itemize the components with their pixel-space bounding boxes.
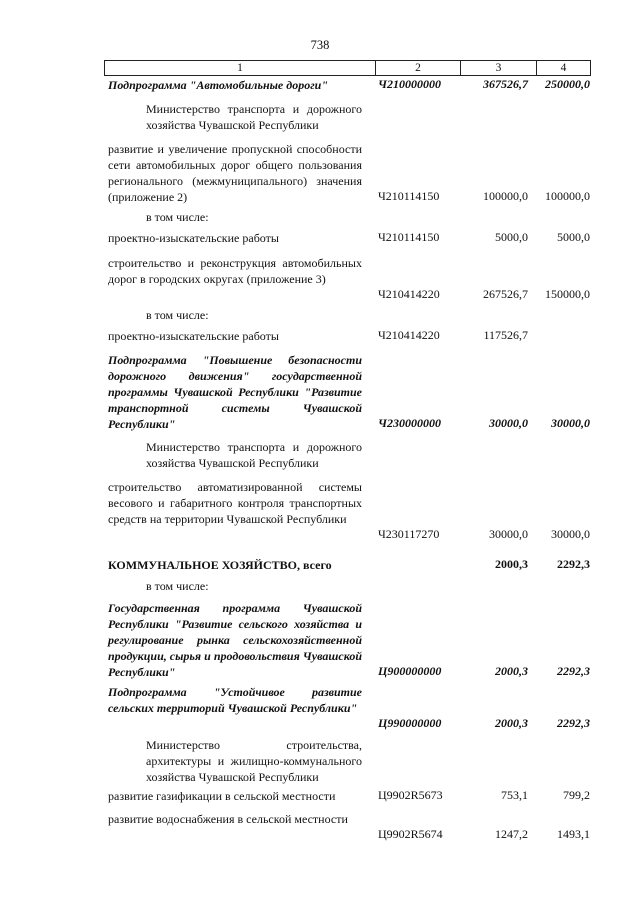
row-code: Ч210114150 xyxy=(378,230,440,244)
row-value-3: 2000,3 xyxy=(495,664,528,678)
row-name: развитие и увеличение пропускной способности сети автомобильных дорог общего пользования регионального (межмуниципального) значения (приложение 2) xyxy=(108,142,362,204)
row-value-4: 100000,0 xyxy=(545,189,590,203)
row-value-3: 267526,7 xyxy=(483,287,528,301)
column-header-2: 2 xyxy=(375,61,460,75)
row-value-4: 2292,3 xyxy=(557,664,590,678)
row-name: развитие газификации в сельской местности xyxy=(108,789,336,803)
row-name: в том числе: xyxy=(146,308,209,322)
row-code: Ц9902R5674 xyxy=(378,827,443,841)
row-name: Подпрограмма "Автомобильные дороги" xyxy=(108,78,328,92)
row-name: развитие водоснабжения в сельской местности xyxy=(108,812,348,826)
row-name: в том числе: xyxy=(146,210,209,224)
row-value-3: 753,1 xyxy=(501,788,528,802)
row-code: Ц900000000 xyxy=(378,664,442,678)
row-value-3: 30000,0 xyxy=(489,527,528,541)
row-value-3: 5000,0 xyxy=(495,230,528,244)
row-name: Государственная программа Чувашской Республики "Развитие сельского хозяйства и регулирование рынка сельскохозяйственной продукции, сырья и продовольствия Чувашской Республики" xyxy=(108,601,362,679)
row-name: Подпрограмма "Повышение безопасности дорожного движения" государственной программы Чувашской Республики "Развитие транспортной системы Чувашской Республики" xyxy=(108,353,362,431)
row-value-4: 799,2 xyxy=(563,788,590,802)
row-code: Ц9902R5673 xyxy=(378,788,443,802)
column-header-4: 4 xyxy=(536,61,590,75)
page-number: 738 xyxy=(310,38,330,52)
row-name: Министерство транспорта и дорожного хозяйства Чувашской Республики xyxy=(146,102,362,132)
row-value-4: 250000,0 xyxy=(545,77,590,91)
row-value-3: 30000,0 xyxy=(489,416,528,430)
row-value-3: 117526,7 xyxy=(483,328,528,342)
row-code: Ц990000000 xyxy=(378,716,442,730)
row-name: строительство и реконструкция автомобильных дорог в городских округах (приложение 3) xyxy=(108,256,362,286)
row-value-4: 1493,1 xyxy=(557,827,590,841)
row-value-3: 100000,0 xyxy=(483,189,528,203)
row-value-3: 1247,2 xyxy=(495,827,528,841)
row-name: проектно-изыскательские работы xyxy=(108,231,279,245)
row-name: Министерство строительства, архитектуры и жилищно-коммунального хозяйства Чувашской Республики xyxy=(146,738,362,784)
row-value-4: 150000,0 xyxy=(545,287,590,301)
row-name: проектно-изыскательские работы xyxy=(108,329,279,343)
row-code: Ч210000000 xyxy=(378,77,441,91)
row-value-4: 5000,0 xyxy=(557,230,590,244)
row-value-4: 30000,0 xyxy=(551,416,590,430)
row-value-3: 2000,3 xyxy=(495,716,528,730)
row-name: Подпрограмма "Устойчивое развитие сельских территорий Чувашской Республики" xyxy=(108,685,362,715)
row-code: Ч230117270 xyxy=(378,527,440,541)
row-code: Ч210414220 xyxy=(378,287,440,301)
row-value-4: 30000,0 xyxy=(551,527,590,541)
row-name: Министерство транспорта и дорожного хозяйства Чувашской Республики xyxy=(146,440,362,470)
row-value-3: 367526,7 xyxy=(483,77,528,91)
column-header-row xyxy=(104,60,591,76)
row-name: строительство автоматизированной системы весового и габаритного контроля транспортных средств на территории Чувашской Республики xyxy=(108,480,362,526)
column-header-3: 3 xyxy=(460,61,536,75)
row-code: Ч210114150 xyxy=(378,189,440,203)
row-value-3: 2000,3 xyxy=(495,557,528,571)
row-value-4: 2292,3 xyxy=(557,716,590,730)
row-name: в том числе: xyxy=(146,579,209,593)
row-value-4: 2292,3 xyxy=(557,557,590,571)
row-name: КОММУНАЛЬНОЕ ХОЗЯЙСТВО, всего xyxy=(108,558,332,572)
row-code: Ч210414220 xyxy=(378,328,440,342)
row-code: Ч230000000 xyxy=(378,416,441,430)
column-header-1: 1 xyxy=(237,62,243,74)
